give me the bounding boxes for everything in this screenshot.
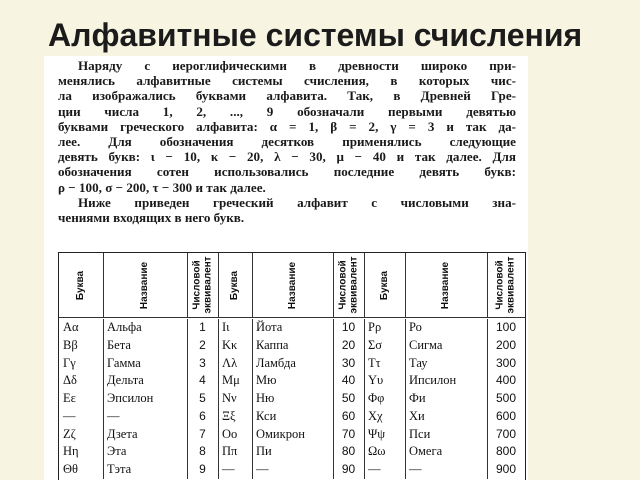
values-column-2 bbox=[333, 319, 365, 479]
table-cell: Ро bbox=[409, 320, 422, 334]
text-line: ции числа 1, 2, ..., 9 обозначали первыми девятью bbox=[58, 103, 516, 119]
table-cell: — bbox=[256, 462, 269, 477]
names-column-1 bbox=[103, 319, 188, 479]
table-cell: Αα bbox=[63, 320, 79, 334]
table-cell: Омега bbox=[409, 444, 443, 459]
names-column-3 bbox=[405, 319, 488, 479]
header-value: Числовой эквивалент bbox=[187, 253, 219, 317]
text-line: чениями входящих в него букв. bbox=[58, 210, 245, 226]
letters-column-3 bbox=[364, 319, 406, 479]
names-column-2 bbox=[252, 319, 334, 479]
table-cell: Тэта bbox=[107, 462, 132, 477]
table-cell: Дзета bbox=[107, 426, 138, 441]
table-cell: Ξξ bbox=[222, 408, 236, 423]
table-cell: Φφ bbox=[368, 391, 385, 406]
text-line: девять букв: ι − 10, κ − 20, λ − 30, μ − 40 и так далее. Для bbox=[58, 149, 516, 165]
table-cell: 10 bbox=[341, 320, 356, 334]
header-value: Числовой эквивалент bbox=[333, 253, 365, 317]
table-cell: Мю bbox=[256, 373, 277, 388]
table-cell: Ипсилон bbox=[409, 373, 457, 388]
table-cell: Пи bbox=[256, 444, 272, 459]
table-cell: Σσ bbox=[368, 337, 383, 352]
table-cell: Ττ bbox=[368, 355, 381, 370]
table-cell: Ρρ bbox=[368, 320, 382, 334]
header-letter: Буква bbox=[364, 253, 406, 317]
text-line: буквами греческого алфавита: α = 1, β = 2, γ = 3 и так да- bbox=[58, 118, 516, 134]
table-cell: Хи bbox=[409, 408, 425, 423]
text-line: ρ − 100, σ − 200, τ − 300 и так далее. bbox=[58, 179, 266, 195]
table-cell: — bbox=[368, 462, 381, 477]
table-cell: Ππ bbox=[222, 444, 238, 459]
table-cell: Ζζ bbox=[63, 426, 76, 441]
table-cell: 3 bbox=[199, 355, 206, 370]
table-cell: Ιι bbox=[222, 320, 230, 334]
table-cell: Каппа bbox=[256, 337, 289, 352]
table-cell: Κκ bbox=[222, 337, 238, 352]
table-cell: Бета bbox=[107, 337, 131, 352]
table-cell: 300 bbox=[495, 355, 517, 370]
header-name: Название bbox=[405, 253, 488, 317]
textbook-scan bbox=[44, 56, 528, 480]
table-cell: Пси bbox=[409, 426, 431, 441]
table-cell: Γγ bbox=[63, 355, 76, 370]
table-cell: Λλ bbox=[222, 355, 238, 370]
table-cell: Тау bbox=[409, 355, 428, 370]
values-column-1 bbox=[187, 319, 219, 479]
table-cell: 800 bbox=[495, 444, 517, 459]
table-cell: 90 bbox=[341, 462, 356, 477]
header-value: Числовой эквивалент bbox=[495, 256, 518, 314]
greek-alphabet-table bbox=[58, 252, 526, 480]
table-cell: — bbox=[63, 408, 76, 423]
table-cell: 80 bbox=[341, 444, 356, 459]
table-cell: Ню bbox=[256, 391, 275, 406]
table-cell: 200 bbox=[495, 337, 517, 352]
table-cell: 20 bbox=[341, 337, 356, 352]
table-cell: 40 bbox=[341, 373, 356, 388]
header-letter: Буква bbox=[59, 253, 104, 317]
table-cell: 900 bbox=[495, 462, 517, 477]
table-cell: Альфа bbox=[107, 320, 142, 334]
values-column-3 bbox=[487, 319, 525, 479]
table-cell: Εε bbox=[63, 391, 76, 406]
table-cell: Эпсилон bbox=[107, 391, 154, 406]
table-cell: 4 bbox=[199, 373, 206, 388]
table-cell: 400 bbox=[495, 373, 517, 388]
table-cell: Гамма bbox=[107, 355, 141, 370]
slide-title: Алфавитные системы счисления bbox=[48, 17, 583, 53]
table-cell: Кси bbox=[256, 408, 277, 423]
table-cell: Ψψ bbox=[368, 426, 386, 441]
table-cell: Χχ bbox=[368, 408, 383, 423]
table-cell: Дельта bbox=[107, 373, 144, 388]
table-cell: Υυ bbox=[368, 373, 384, 388]
table-cell: Νν bbox=[222, 391, 237, 406]
header-letter: Буква bbox=[218, 253, 253, 317]
table-cell: Ламбда bbox=[256, 355, 296, 370]
table-cell: 7 bbox=[199, 426, 206, 441]
text-line: лее. Для обозначения десятков применялись следующие bbox=[58, 134, 516, 150]
letters-column-2 bbox=[218, 319, 253, 479]
text-line: менялись алфавитные системы счисления, в которых чис- bbox=[58, 73, 516, 89]
table-cell: 500 bbox=[495, 391, 517, 406]
table-cell: Θθ bbox=[63, 462, 79, 477]
header-name: Название bbox=[103, 253, 188, 317]
table-cell: Ωω bbox=[368, 444, 386, 459]
table-cell: 100 bbox=[495, 320, 517, 334]
table-cell: Фи bbox=[409, 391, 426, 406]
table-cell: 600 bbox=[495, 408, 517, 423]
text-line: Ниже приведен греческий алфавит с числовыми зна- bbox=[78, 194, 516, 210]
body-paragraph bbox=[58, 58, 516, 225]
table-cell: 1 bbox=[199, 320, 206, 334]
table-cell: Ββ bbox=[63, 337, 78, 352]
header-name: Название bbox=[252, 253, 334, 317]
table-cell: Ηη bbox=[63, 444, 79, 459]
table-cell: 70 bbox=[341, 426, 356, 441]
table-cell: Сигма bbox=[409, 337, 443, 352]
table-cell: 700 bbox=[495, 426, 517, 441]
table-cell: 6 bbox=[199, 408, 206, 423]
table-cell: 50 bbox=[341, 391, 356, 406]
text-line: обозначения сотен использовались последние девять букв: bbox=[58, 164, 516, 180]
text-line: Наряду с иероглифическими в древности широко при- bbox=[78, 58, 516, 73]
table-cell: 9 bbox=[199, 462, 206, 477]
table-cell: Δδ bbox=[63, 373, 77, 388]
table-cell: — bbox=[222, 462, 235, 477]
table-cell: 30 bbox=[341, 355, 356, 370]
table-cell: Омикрон bbox=[256, 426, 305, 441]
table-cell: Οο bbox=[222, 426, 238, 441]
table-cell: 2 bbox=[199, 337, 206, 352]
table-cell: — bbox=[409, 462, 422, 477]
header-divider bbox=[59, 317, 525, 318]
table-cell: Эта bbox=[107, 444, 127, 459]
table-cell: Йота bbox=[256, 320, 283, 334]
text-line: ла изображались буквами алфавита. Так, в Древней Гре- bbox=[58, 88, 516, 104]
table-cell: 8 bbox=[199, 444, 206, 459]
letters-column-1 bbox=[59, 319, 104, 479]
table-cell: 5 bbox=[199, 391, 206, 406]
table-cell: 60 bbox=[341, 408, 356, 423]
table-cell: — bbox=[107, 408, 120, 423]
table-cell: Μμ bbox=[222, 373, 240, 388]
